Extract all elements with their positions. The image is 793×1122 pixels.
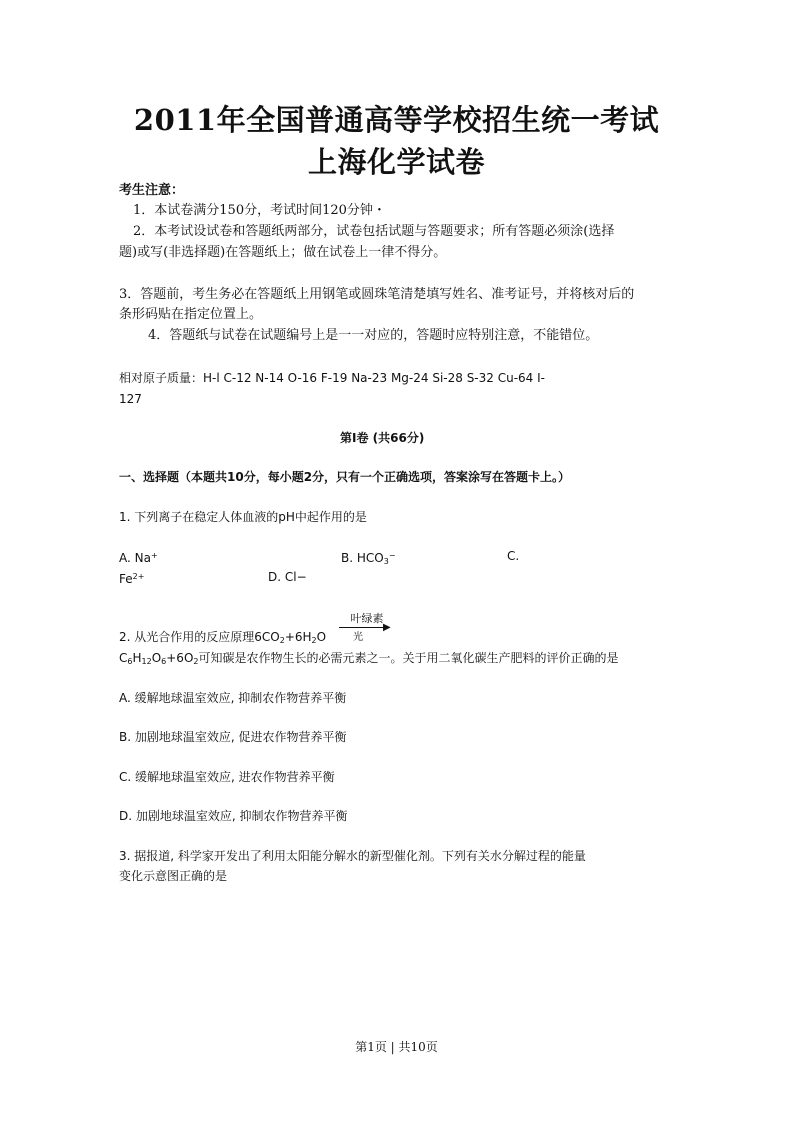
- q2-stem-line-2: $C_6H_{12}O_6+6O_2$可知碳是农作物生长的必需元素之一。关于用二氧化碳生产肥料的评价正确的是: [119, 651, 619, 666]
- q2-option-c: C. 缓解地球温室效应, 进农作物营养平衡: [119, 770, 335, 784]
- notice-item-2-line-1: 2．本考试设试卷和答题纸两部分，试卷包括试题与答题要求；所有答题必须涂(选择: [133, 224, 615, 239]
- page-title: 2011年全国普通高等学校招生统一考试: [133, 103, 660, 137]
- notice-item-3-line-1: 3．答题前，考生务必在答题纸上用钢笔或圆珠笔清楚填写姓名、准考证号，并将核对后的: [119, 287, 635, 302]
- volume-heading: 第I卷 (共66分): [340, 431, 425, 445]
- notice-item-4: 4．答题纸与试卷在试题编号上是一一对应的，答题时应特别注意，不能错位。: [148, 328, 599, 343]
- notice-item-2-line-2: 题)或写(非选择题)在答题纸上；做在试卷上一律不得分。: [119, 245, 447, 260]
- page-subtitle: 上海化学试卷: [307, 145, 485, 179]
- q1-stem: 1. 下列离子在稳定人体血液的pH中起作用的是: [119, 510, 367, 524]
- q1-option-d: D. Cl−: [268, 570, 307, 584]
- q2-option-d: D. 加剧地球温室效应, 抑制农作物营养平衡: [119, 809, 348, 823]
- q1-option-c-label: C.: [507, 549, 520, 563]
- q2-stem: 2. 从光合作用的反应原理$6CO_2+6H_2O$: [119, 630, 327, 645]
- arrow-head-icon: ▶: [383, 622, 391, 633]
- q3-stem-line-1: 3. 据报道, 科学家开发出了利用太阳能分解水的新型催化剂。下列有关水分解过程的能量: [119, 849, 586, 863]
- q2-option-a: A. 缓解地球温室效应, 抑制农作物营养平衡: [119, 691, 347, 705]
- notice-item-1: 1．本试卷满分150分，考试时间120分钟・: [133, 203, 386, 218]
- arrow-line: [339, 627, 387, 628]
- q2-option-b: B. 加剧地球温室效应, 促进农作物营养平衡: [119, 730, 347, 744]
- reaction-arrow: [339, 610, 393, 643]
- atomic-mass-line-1: 相对原子质量：H-l C-12 N-14 O-16 F-19 Na-23 Mg-24 Si-28 S-32 Cu-64 I-: [119, 371, 545, 385]
- q3-stem-line-2: 变化示意图正确的是: [119, 869, 228, 883]
- notice-heading: 考生注意：: [119, 183, 185, 198]
- q1-option-b: B. $HCO_3^-$: [341, 551, 396, 566]
- page-footer: 第1页 | 共10页: [355, 1040, 438, 1054]
- arrow-condition-bottom: 光: [353, 632, 363, 643]
- atomic-mass-line-2: 127: [119, 392, 142, 406]
- notice-item-3-line-2: 条形码贴在指定位置上。: [119, 307, 263, 322]
- part-heading: 一、选择题（本题共10分，每小题2分，只有一个正确选项，答案涂写在答题卡上。）: [119, 470, 571, 484]
- arrow-condition-top: 叶绿素: [350, 612, 384, 625]
- q1-option-a: A. Na+: [119, 551, 158, 565]
- q1-option-c-value: $Fe^{2+}$: [119, 572, 145, 586]
